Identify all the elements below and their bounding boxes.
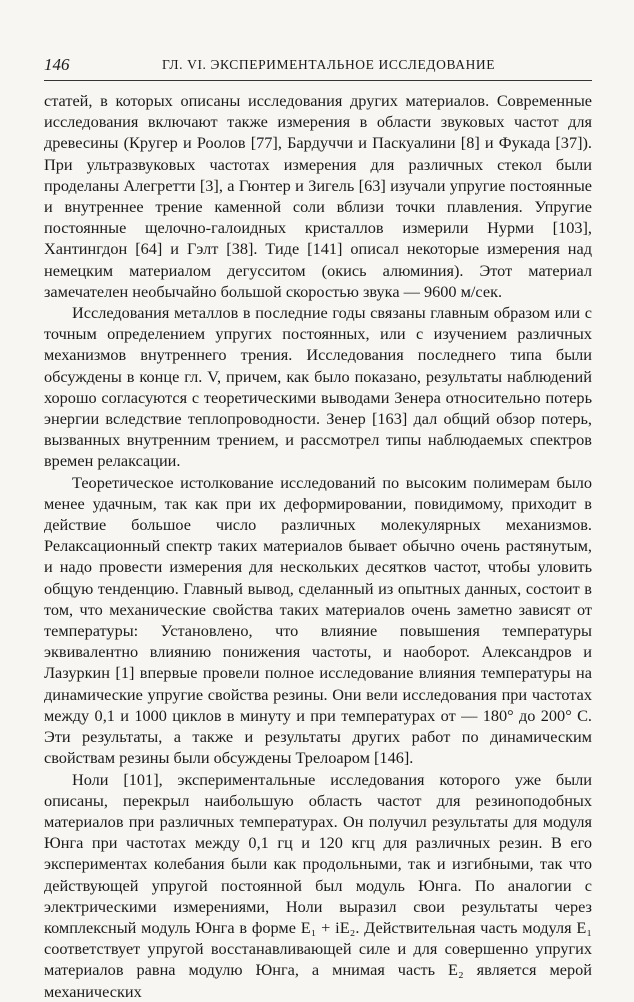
header-rule — [44, 80, 592, 81]
paragraph-4: Ноли [101], экспериментальные исследования которого уже были описаны, перекрыл наибольшую область частот для резиноподобных материалов при различных температурах. Он получил результаты для модуля Юнга при частотах между 0,1 гц и 120 кгц для различных резин. В его экспериментах колебания были как продольными, так и изгибными, так что действующей упругой постоянной был модуль Юнга. По аналогии с электрическими измерениями, Ноли выразил свои результаты через комплексный модуль Юнга в форме E₁ + iE₂. Действительная часть модуля E₁ соответствует упругой восстанавливающей силе и для совершенно упругих материалов равна модулю Юнга, а мнимая часть E₂ является мерой механических — [44, 769, 592, 1001]
page-number: 146 — [44, 55, 70, 74]
page-header — [44, 55, 592, 77]
paragraph-3: Теоретическое истолкование исследований по высоким полимерам было менее удачным, так как при их деформировании, повидимому, приходит в действие большое число различных молекулярных механизмов. Релаксационный спектр таких материалов бывает обычно очень растянутым, и надо провести измерения для нескольких десятков частот, чтобы уловить общую тенденцию. Главный вывод, сделанный из опытных данных, состоит в том, что механические свойства таких материалов очень заметно зависят от температуры: Установлено, что влияние повышения температуры эквивалентно влиянию понижения частоты, и наоборот. Александров и Лазуркин [1] впервые провели полное исследование влияния температуры на динамические упругие свойства резины. Они вели исследования при частотах между 0,1 и 1000 циклов в минуту и при температурах от — 180° до 200° С. Эти результаты, а также и результаты других работ по динамическим свойствам резины были обсуждены Трелоаром [146]. — [44, 472, 592, 768]
running-title: ГЛ. VI. ЭКСПЕРИМЕНТАЛЬНОЕ ИССЛЕДОВАНИЕ — [162, 57, 496, 72]
paragraph-1: статей, в которых описаны исследования других материалов. Современные исследования включают также измерения в области звуковых частот для древесины (Кругер и Роолов [77], Бардуччи и Паскуалини [8] и Фукада [37]). При ультразвуковых частотах измерения для различных стекол были проделаны Алегретти [3], а Гюнтер и Зигель [63] изучали упругие постоянные и внутреннее трение каменной соли вблизи точки плавления. Упругие постоянные щелочно-галоидных кристаллов измерили Нурми [103], Хантингдон [64] и Гэлт [38]. Тиде [141] описал некоторые измерения над немецким материалом дегусситом (окись алюминия). Этот материал замечателен необычайно большой скоростью звука — 9600 м/сек. — [44, 91, 592, 301]
paragraph-2: Исследования металлов в последние годы связаны главным образом или с точным определением упругих постоянных, или с изучением различных механизмов внутреннего трения. Исследования последнего типа были обсуждены в конце гл. V, причем, как было показано, результаты наблюдений хорошо согласуются с теоретическими выводами Зенера относительно потерь энергии вследствие теплопроводности. Зенер [163] дал общий обзор потерь, вызванных внутренним трением, и рассмотрел типы наблюдаемых спектров времен релаксации. — [44, 303, 592, 471]
body-text — [44, 90, 592, 1002]
